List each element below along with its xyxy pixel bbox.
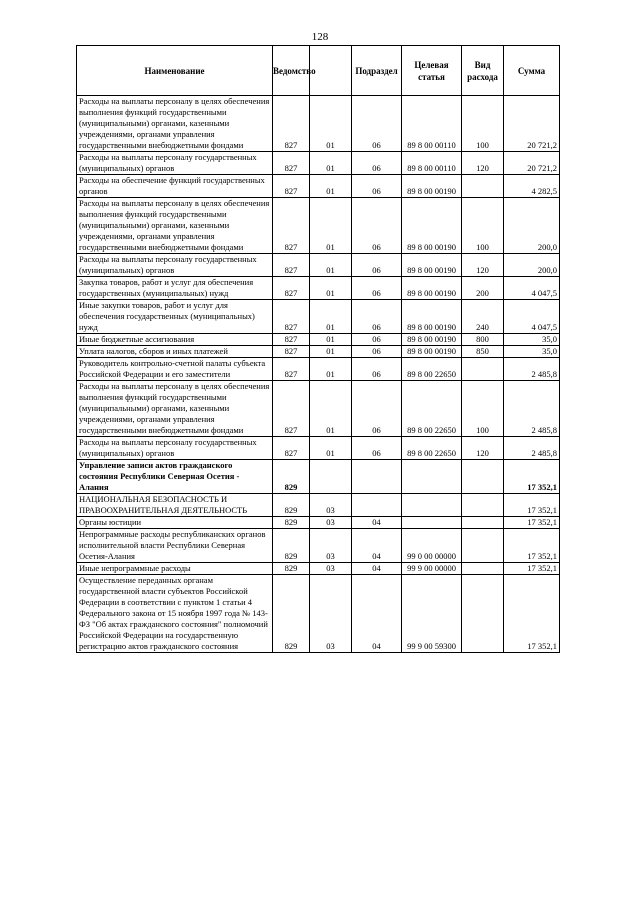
row-subsection: 06: [352, 437, 402, 460]
row-exp-type: 120: [462, 437, 504, 460]
row-sum: 20 721,2: [504, 96, 560, 152]
row-dept: 827: [273, 277, 310, 300]
row-exp-type: 100: [462, 198, 504, 254]
row-exp-type: 850: [462, 346, 504, 358]
row-dept: 829: [273, 517, 310, 529]
row-subsection: 04: [352, 563, 402, 575]
row-target: 89 8 00 22650: [402, 437, 462, 460]
row-exp-type: [462, 460, 504, 494]
row-subsection: 04: [352, 529, 402, 563]
row-name: Расходы на выплаты персоналу в целях обеспечения выполнения функций государственными (муниципальными) органами, казенными учреждениями, органами управления государственными внебюджетными фондами: [77, 96, 273, 152]
row-name: Расходы на выплаты персоналу государственных (муниципальных) органов: [77, 254, 273, 277]
row-sum: 2 485,8: [504, 381, 560, 437]
table-row: [77, 334, 560, 346]
table-row: [77, 152, 560, 175]
row-section: 01: [310, 334, 352, 346]
row-target: 89 8 00 00190: [402, 346, 462, 358]
row-target: [402, 494, 462, 517]
table-row: [77, 175, 560, 198]
row-target: 99 9 00 00000: [402, 563, 462, 575]
row-dept: 829: [273, 575, 310, 653]
table-row: [77, 300, 560, 334]
row-exp-type: [462, 517, 504, 529]
row-subsection: 06: [352, 152, 402, 175]
row-name: Иные непрограммные расходы: [77, 563, 273, 575]
row-subsection: 06: [352, 358, 402, 381]
header-exp-type: Вид расхода: [462, 46, 504, 96]
budget-table: [76, 45, 560, 653]
row-name: Расходы на выплаты персоналу государственных (муниципальных) органов: [77, 437, 273, 460]
header-target: Целевая статья: [402, 46, 462, 96]
row-dept: 827: [273, 254, 310, 277]
row-exp-type: 800: [462, 334, 504, 346]
row-section: 01: [310, 437, 352, 460]
row-exp-type: [462, 529, 504, 563]
row-target: [402, 460, 462, 494]
row-sum: 17 352,1: [504, 529, 560, 563]
row-target: 89 8 00 22650: [402, 358, 462, 381]
row-sum: 4 047,5: [504, 277, 560, 300]
row-sum: 200,0: [504, 254, 560, 277]
header-name: Наименование: [77, 46, 273, 96]
row-subsection: 06: [352, 277, 402, 300]
row-section: 01: [310, 96, 352, 152]
table-row: [77, 460, 560, 494]
row-sum: 35,0: [504, 346, 560, 358]
row-section: 01: [310, 175, 352, 198]
row-subsection: 06: [352, 254, 402, 277]
row-subsection: 06: [352, 175, 402, 198]
row-sum: 17 352,1: [504, 460, 560, 494]
row-name: Расходы на выплаты персоналу в целях обеспечения выполнения функций государственными (муниципальными) органами, казенными учреждениями, органами управления государственными внебюджетными фондами: [77, 381, 273, 437]
row-dept: 829: [273, 529, 310, 563]
row-sum: 35,0: [504, 334, 560, 346]
row-target: 89 8 00 00190: [402, 334, 462, 346]
table-row: [77, 198, 560, 254]
row-sum: 17 352,1: [504, 517, 560, 529]
row-section: 03: [310, 529, 352, 563]
row-exp-type: 100: [462, 96, 504, 152]
row-name: Расходы на обеспечение функций государственных органов: [77, 175, 273, 198]
row-exp-type: 200: [462, 277, 504, 300]
row-target: 99 9 00 59300: [402, 575, 462, 653]
table-row: [77, 346, 560, 358]
row-sum: 2 485,8: [504, 358, 560, 381]
table-row: [77, 254, 560, 277]
row-section: 03: [310, 563, 352, 575]
header-subsection: Подраздел: [352, 46, 402, 96]
row-sum: 2 485,8: [504, 437, 560, 460]
row-sum: 200,0: [504, 198, 560, 254]
row-dept: 827: [273, 381, 310, 437]
row-name: Уплата налогов, сборов и иных платежей: [77, 346, 273, 358]
row-section: 03: [310, 494, 352, 517]
row-name: Осуществление переданных органам государственной власти субъектов Российской Федерации в соответствии с пунктом 1 статьи 4 Федерального закона от 15 ноября 1997 года № 143-ФЗ "Об актах гражданского состояния" полномочий Российской Федерации на государственную регистрацию актов гражданского состояния: [77, 575, 273, 653]
table-header-row: [77, 46, 560, 96]
row-sum: 4 047,5: [504, 300, 560, 334]
row-dept: 827: [273, 300, 310, 334]
row-dept: 827: [273, 152, 310, 175]
row-section: 01: [310, 346, 352, 358]
row-exp-type: [462, 358, 504, 381]
row-exp-type: [462, 563, 504, 575]
row-name: Расходы на выплаты персоналу в целях обеспечения выполнения функций государственными (муниципальными) органами, казенными учреждениями, органами управления государственными внебюджетными фондами: [77, 198, 273, 254]
table-row: [77, 575, 560, 653]
row-sum: 20 721,2: [504, 152, 560, 175]
row-name: Управление записи актов гражданского состояния Республики Северная Осетия - Алания: [77, 460, 273, 494]
row-target: 89 8 00 00110: [402, 152, 462, 175]
row-subsection: 06: [352, 346, 402, 358]
row-subsection: 04: [352, 517, 402, 529]
row-section: 03: [310, 575, 352, 653]
row-exp-type: [462, 494, 504, 517]
row-dept: 829: [273, 494, 310, 517]
row-subsection: 06: [352, 96, 402, 152]
row-subsection: [352, 460, 402, 494]
row-target: 89 8 00 22650: [402, 381, 462, 437]
header-dept: Ведомство: [273, 46, 310, 96]
table-row: [77, 563, 560, 575]
table-row: [77, 96, 560, 152]
row-name: Иные бюджетные ассигнования: [77, 334, 273, 346]
row-dept: 827: [273, 96, 310, 152]
row-dept: 827: [273, 334, 310, 346]
row-name: Закупка товаров, работ и услуг для обеспечения государственных (муниципальных) нужд: [77, 277, 273, 300]
row-dept: 827: [273, 437, 310, 460]
row-name: Непрограммные расходы республиканских органов исполнительной власти Республики Северная Осетия-Алания: [77, 529, 273, 563]
row-name: Органы юстиции: [77, 517, 273, 529]
row-sum: 17 352,1: [504, 494, 560, 517]
table-row: [77, 529, 560, 563]
table-row: [77, 277, 560, 300]
page-number: 128: [311, 31, 329, 43]
row-sum: 17 352,1: [504, 563, 560, 575]
row-name: НАЦИОНАЛЬНАЯ БЕЗОПАСНОСТЬ И ПРАВООХРАНИТЕЛЬНАЯ ДЕЯТЕЛЬНОСТЬ: [77, 494, 273, 517]
row-section: 01: [310, 277, 352, 300]
row-subsection: [352, 494, 402, 517]
row-dept: 827: [273, 358, 310, 381]
row-section: 03: [310, 517, 352, 529]
table-row: [77, 517, 560, 529]
row-section: 01: [310, 381, 352, 437]
row-exp-type: 120: [462, 254, 504, 277]
row-subsection: 06: [352, 334, 402, 346]
row-subsection: 04: [352, 575, 402, 653]
row-subsection: 06: [352, 300, 402, 334]
row-dept: 827: [273, 346, 310, 358]
row-target: [402, 517, 462, 529]
row-exp-type: 120: [462, 152, 504, 175]
row-name: Иные закупки товаров, работ и услуг для обеспечения государственных (муниципальных) нужд: [77, 300, 273, 334]
row-subsection: 06: [352, 198, 402, 254]
row-sum: 4 282,5: [504, 175, 560, 198]
row-dept: 829: [273, 563, 310, 575]
row-name: Расходы на выплаты персоналу государственных (муниципальных) органов: [77, 152, 273, 175]
row-section: 01: [310, 300, 352, 334]
row-target: 89 8 00 00190: [402, 300, 462, 334]
row-name: Руководитель контрольно-счетной палаты субъекта Российской Федерации и его заместители: [77, 358, 273, 381]
row-exp-type: [462, 175, 504, 198]
row-target: 89 8 00 00190: [402, 175, 462, 198]
table-row: [77, 437, 560, 460]
row-exp-type: [462, 575, 504, 653]
row-subsection: 06: [352, 381, 402, 437]
row-target: 89 8 00 00110: [402, 96, 462, 152]
row-target: 99 0 00 00000: [402, 529, 462, 563]
row-section: [310, 460, 352, 494]
row-exp-type: 100: [462, 381, 504, 437]
table-row: [77, 381, 560, 437]
row-exp-type: 240: [462, 300, 504, 334]
row-section: 01: [310, 254, 352, 277]
row-sum: 17 352,1: [504, 575, 560, 653]
row-dept: 827: [273, 175, 310, 198]
header-sum: Сумма: [504, 46, 560, 96]
row-section: 01: [310, 358, 352, 381]
row-dept: 827: [273, 198, 310, 254]
table-row: [77, 358, 560, 381]
row-section: 01: [310, 152, 352, 175]
table-row: [77, 494, 560, 517]
row-target: 89 8 00 00190: [402, 277, 462, 300]
row-dept: 829: [273, 460, 310, 494]
row-section: 01: [310, 198, 352, 254]
row-target: 89 8 00 00190: [402, 254, 462, 277]
row-target: 89 8 00 00190: [402, 198, 462, 254]
